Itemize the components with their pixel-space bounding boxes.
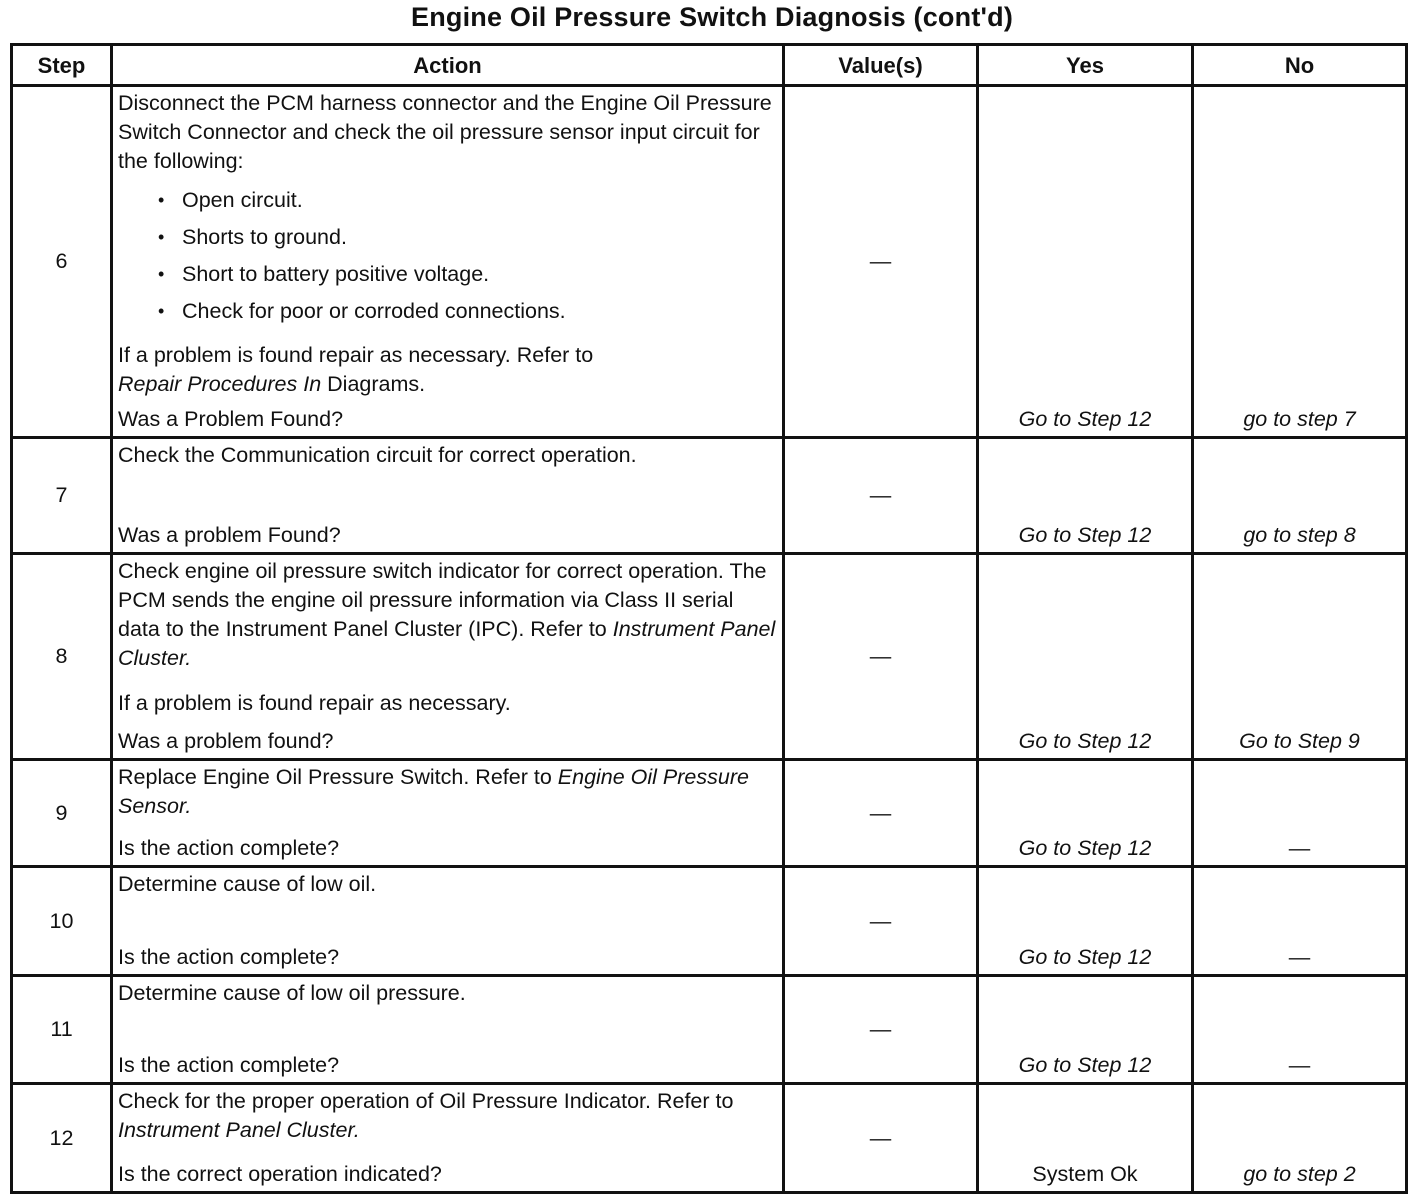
reference-link: Repair Procedures In: [118, 372, 322, 397]
step-number: 7: [12, 438, 112, 554]
no-cell: —: [1193, 976, 1407, 1084]
yes-cell: Go to Step 12: [978, 554, 1193, 760]
header-step: Step: [12, 45, 112, 86]
action-text: Determine cause of low oil.: [118, 872, 377, 896]
yes-cell: Go to Step 12: [978, 867, 1193, 976]
table-row-step-11: [12, 976, 1407, 1084]
no-cell: go to step 2: [1193, 1084, 1407, 1193]
no-cell: —: [1193, 760, 1407, 867]
header-yes: Yes: [978, 45, 1193, 86]
table-row-step-12: [12, 1084, 1407, 1193]
yes-cell: Go to Step 12: [978, 760, 1193, 867]
yes-cell: Go to Step 12: [978, 86, 1193, 438]
diagnosis-table: [10, 43, 1408, 1194]
value-cell: —: [784, 867, 978, 976]
list-item: • Shorts to ground.: [182, 223, 778, 252]
action-question: Was a Problem Found?: [118, 406, 344, 431]
list-item: • Open circuit.: [182, 186, 778, 215]
table-row-step-7: [12, 438, 1407, 554]
list-item: • Check for poor or corroded connections.: [182, 297, 778, 326]
action-question: Was a problem found?: [118, 729, 334, 753]
no-cell: —: [1193, 867, 1407, 976]
action-question: Is the correct operation indicated?: [118, 1162, 442, 1186]
list-item: • Short to battery positive voltage.: [182, 260, 778, 289]
header-no: No: [1193, 45, 1407, 86]
action-note: If a problem is found repair as necessary. Refer to Repair Procedures In Diagrams.: [118, 343, 594, 397]
page-title: Engine Oil Pressure Switch Diagnosis (cont'd): [410, 2, 1014, 32]
value-cell: —: [784, 976, 978, 1084]
yes-cell: Go to Step 12: [978, 438, 1193, 554]
action-cell: [112, 976, 784, 1084]
action-cell: [112, 867, 784, 976]
step-number: 10: [12, 867, 112, 976]
action-cell: [112, 438, 784, 554]
no-cell: go to step 8: [1193, 438, 1407, 554]
table-row-step-10: [12, 867, 1407, 976]
action-question: Is the action complete?: [118, 836, 340, 860]
action-text: Replace Engine Oil Pressure Switch. Refer to Engine Oil Pressure Sensor.: [118, 765, 749, 818]
action-question: Was a problem Found?: [118, 523, 341, 547]
check-list: [118, 186, 778, 334]
reference-link: Instrument Panel Cluster.: [118, 1118, 360, 1142]
value-cell: —: [784, 554, 978, 760]
value-cell: —: [784, 86, 978, 438]
action-text: Determine cause of low oil pressure.: [118, 981, 466, 1005]
header-row: [12, 45, 1407, 86]
action-question: Is the action complete?: [118, 945, 340, 969]
no-cell: go to step 7: [1193, 86, 1407, 438]
yes-cell: System Ok: [978, 1084, 1193, 1193]
action-question: Is the action complete?: [118, 1053, 340, 1077]
action-cell: [112, 86, 784, 438]
action-text: Disconnect the PCM harness connector and the Engine Oil Pressure Switch Connector and check the oil pressure sensor input circuit for the following:: [118, 91, 772, 173]
action-text: Check for the proper operation of Oil Pressure Indicator. Refer to Instrument Panel Cluster.: [118, 1089, 734, 1142]
header-values: Value(s): [784, 45, 978, 86]
value-cell: —: [784, 760, 978, 867]
action-cell: [112, 760, 784, 867]
value-cell: —: [784, 1084, 978, 1193]
step-number: 11: [12, 976, 112, 1084]
no-cell: Go to Step 9: [1193, 554, 1407, 760]
header-action: Action: [112, 45, 784, 86]
value-cell: —: [784, 438, 978, 554]
action-text: Check engine oil pressure switch indicator for correct operation. The PCM sends the engine oil pressure information via Class II serial data to the Instrument Panel Cluster (IPC). Refer to Instrument Panel Cluster.: [118, 559, 776, 670]
yes-cell: Go to Step 12: [978, 976, 1193, 1084]
step-number: 12: [12, 1084, 112, 1193]
action-cell: [112, 1084, 784, 1193]
table-row-step-8: [12, 554, 1407, 760]
action-note: If a problem is found repair as necessary.: [118, 690, 511, 715]
action-cell: [112, 554, 784, 760]
step-number: 6: [12, 86, 112, 438]
reference-link: Instrument Panel Cluster.: [118, 617, 776, 670]
step-number: 9: [12, 760, 112, 867]
reference-link: Engine Oil Pressure Sensor.: [118, 765, 749, 818]
action-text: Check the Communication circuit for correct operation.: [118, 443, 637, 467]
step-number: 8: [12, 554, 112, 760]
table-row-step-6: [12, 86, 1407, 438]
table-row-step-9: [12, 760, 1407, 867]
